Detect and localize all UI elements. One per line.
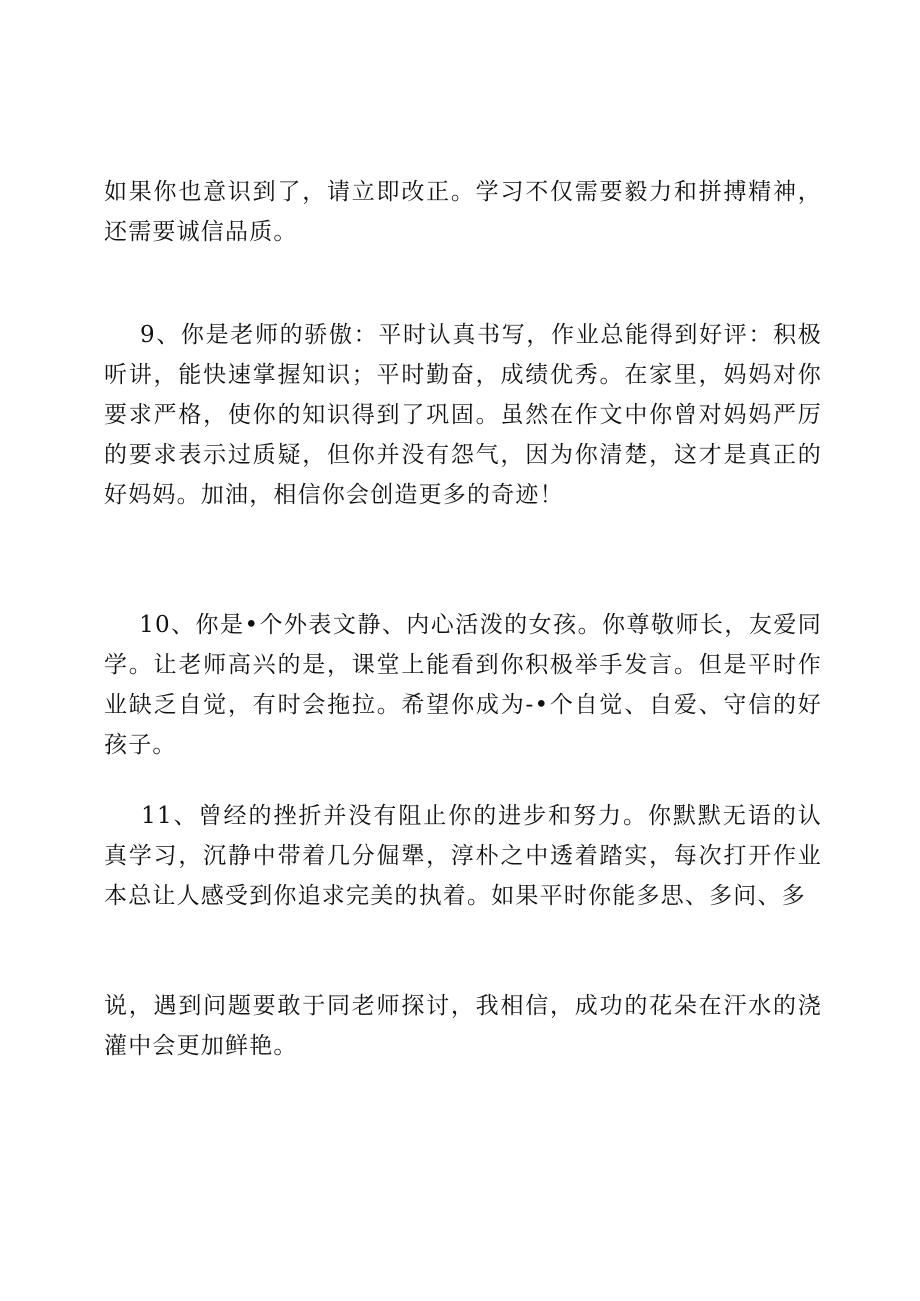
- paragraph-comment-11-continuation: 说，遇到问题要敢于同老师探讨，我相信，成功的花朵在汗水的浇灌中会更加鲜艳。: [104, 993, 822, 1059]
- paragraph-continuation: 如果你也意识到了，请立即改正。学习不仅需要毅力和拼搏精神，还需要诚信品质。: [104, 179, 822, 245]
- paragraph-comment-9: 9、你是老师的骄傲：平时认真书写，作业总能得到好评：积极听讲，能快速掌握知识；平时勤奋，成绩优秀。在家里，妈妈对你要求严格，使你的知识得到了巩固。虽然在作文中你曾对妈妈严厉的要求表示过质疑，但你并没有怨气，因为你清楚，这才是真正的好妈妈。加油，相信你会创造更多的奇迹！: [104, 322, 823, 508]
- paragraph-comment-11: 11、曾经的挫折并没有阻止你的进步和努力。你默默无语的认真学习，沉静中带着几分倔犟，淳朴之中透着踏实，每次打开作业本总让人感受到你追求完美的执着。如果平时你能多思、多问、多: [104, 803, 822, 909]
- paragraph-comment-10: 10、你是•个外表文静、内心活泼的女孩。你尊敬师长，友爱同学。让老师高兴的是，课堂上能看到你积极举手发言。但是平时作业缺乏自觉，有时会拖拉。希望你成为-•个自觉、自爱、守信的好孩子。: [104, 612, 822, 758]
